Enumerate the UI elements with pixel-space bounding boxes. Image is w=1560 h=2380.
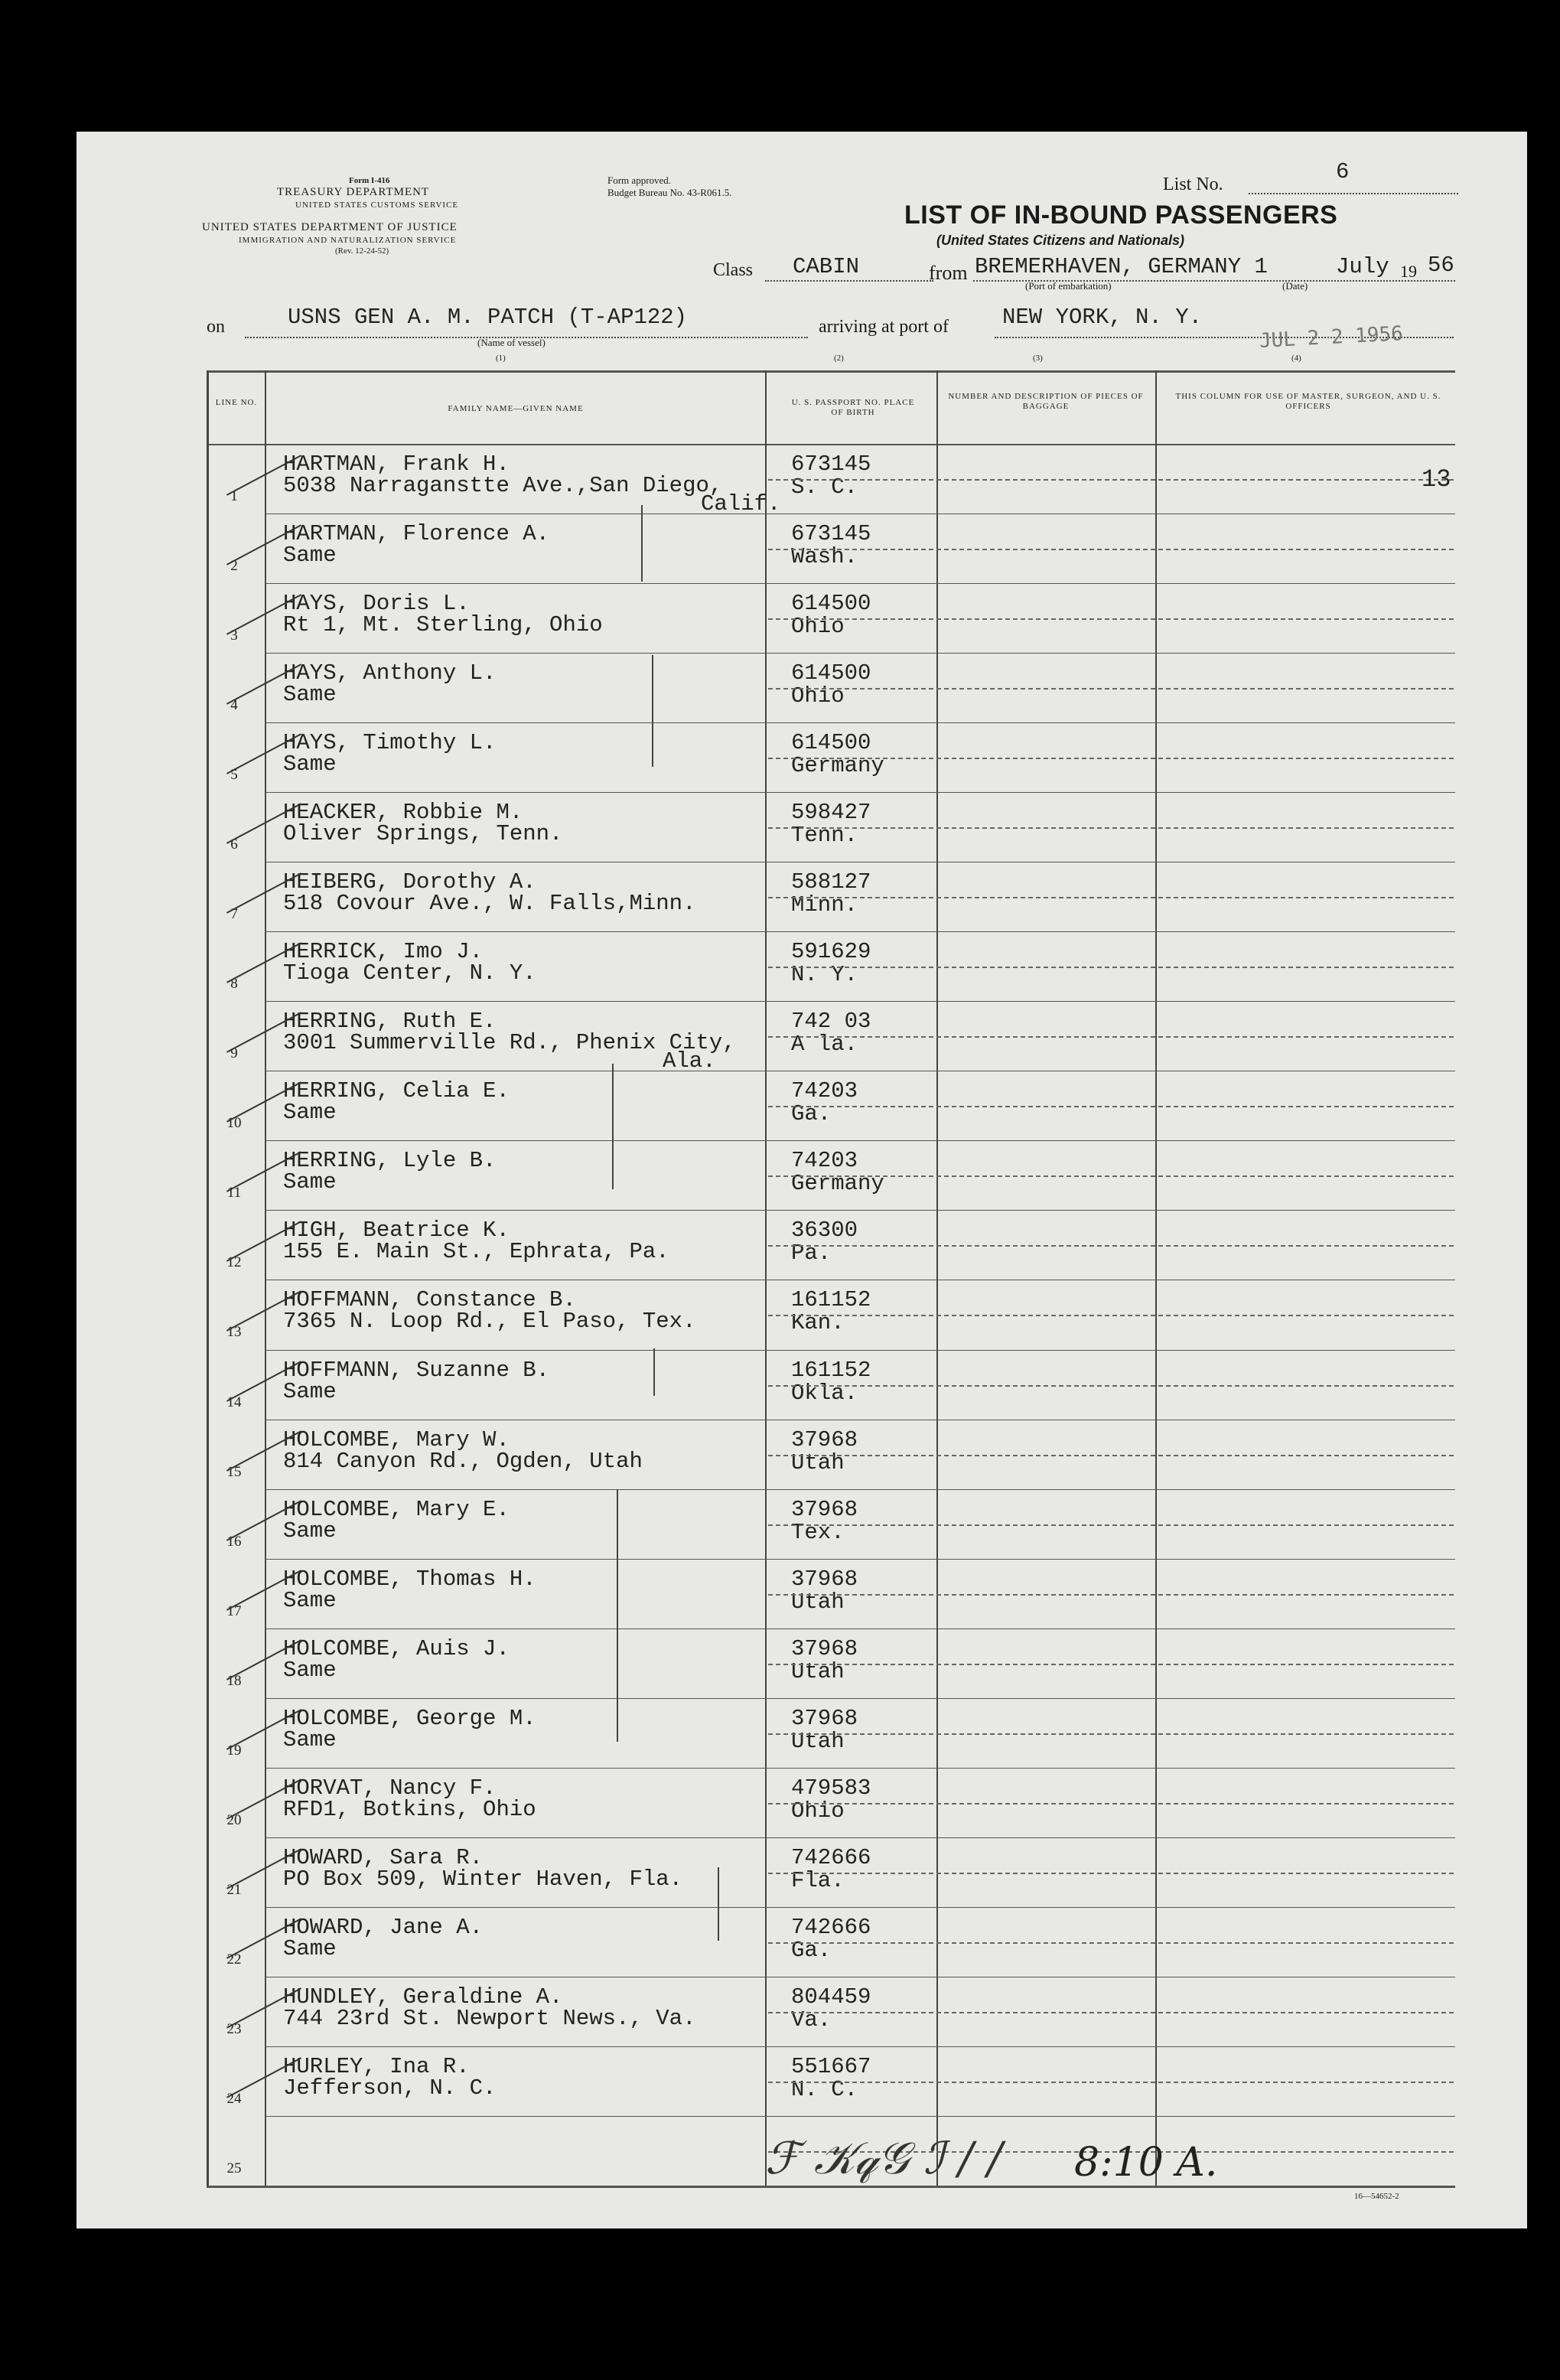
- header-officers: THIS COLUMN FOR USE OF MASTER, SURGEON, AND U. S. OFFICERS: [1175, 392, 1441, 411]
- place-of-birth: Kan.: [791, 1310, 845, 1336]
- place-of-birth: Fla.: [791, 1867, 845, 1893]
- place-of-birth: Utah: [791, 1449, 845, 1475]
- family-bracket: [652, 655, 653, 767]
- row-divider: [265, 1001, 1455, 1002]
- row-divider: [265, 1210, 1455, 1211]
- passport-number: 614500: [791, 730, 871, 756]
- handwritten-time: 8:10 A.: [1074, 2140, 1218, 2186]
- line-number: 4: [230, 697, 238, 714]
- row-midline: [768, 549, 1454, 550]
- arrival-date-stamp: JUL 2 2 1956: [1259, 322, 1404, 353]
- passport-number: 161152: [791, 1287, 871, 1313]
- line-number: 19: [226, 1742, 242, 1759]
- family-bracket: [617, 1489, 618, 1742]
- place-of-birth: Germany: [791, 753, 884, 779]
- passport-number: 588127: [791, 869, 871, 895]
- passenger-name: HOLCOMBE, Auis J.: [283, 1635, 510, 1661]
- column-number-3: (3): [1033, 354, 1043, 363]
- passport-number: 614500: [791, 660, 871, 686]
- class-value: CABIN: [793, 254, 860, 279]
- passenger-address-continued: Ala.: [663, 1048, 716, 1074]
- row-midline: [768, 618, 1454, 620]
- header-name: FAMILY NAME—GIVEN NAME: [448, 404, 584, 413]
- place-of-birth: Ga.: [791, 1101, 832, 1127]
- passport-number: 742666: [791, 1914, 871, 1940]
- passenger-name: HOWARD, Sara R.: [283, 1844, 484, 1870]
- row-midline: [768, 1315, 1454, 1316]
- col-divider-name: [765, 370, 767, 2186]
- row-midline: [768, 1385, 1454, 1387]
- column-number-4: (4): [1291, 354, 1301, 363]
- place-of-birth: Minn.: [791, 892, 858, 918]
- arriving-label: arriving at port of: [819, 317, 949, 337]
- row-divider: [265, 1559, 1455, 1560]
- passport-number: 37968: [791, 1705, 858, 1731]
- passenger-name: HERRING, Lyle B.: [283, 1148, 497, 1174]
- class-label: Class: [713, 260, 754, 280]
- passenger-name: HOLCOMBE, George M.: [283, 1705, 536, 1731]
- budget-bureau: Budget Bureau No. 43-R061.5.: [607, 187, 732, 198]
- passport-number: 479583: [791, 1775, 871, 1801]
- row-midline: [768, 479, 1454, 481]
- place-of-birth: Tenn.: [791, 823, 858, 849]
- passenger-name: HEIBERG, Dorothy A.: [283, 869, 536, 895]
- line-number: 14: [226, 1394, 242, 1410]
- on-label: on: [207, 317, 225, 337]
- vessel-value: USNS GEN A. M. PATCH (T-AP122): [288, 305, 688, 330]
- passenger-name: HIGH, Beatrice K.: [283, 1218, 510, 1244]
- row-divider: [265, 1907, 1455, 1908]
- class-line: [765, 280, 933, 282]
- row-divider: [265, 1140, 1455, 1141]
- row-midline: [768, 2082, 1454, 2083]
- place-of-birth: Ohio: [791, 614, 845, 640]
- passport-number: 614500: [791, 591, 871, 617]
- passenger-address: PO Box 509, Winter Haven, Fla.: [283, 1866, 683, 1892]
- arrival-port-value: NEW YORK, N. Y.: [1002, 305, 1203, 330]
- col-divider-passport: [936, 370, 938, 2186]
- passport-number: 37968: [791, 1426, 858, 1452]
- line-number: 15: [226, 1463, 242, 1480]
- row-midline: [768, 688, 1454, 690]
- row-midline: [768, 1803, 1454, 1805]
- passport-number: 37968: [791, 1496, 858, 1522]
- passenger-address: Same: [283, 1100, 337, 1126]
- row-divider: [265, 2116, 1455, 2117]
- passport-number: 742 03: [791, 1009, 871, 1035]
- passenger-name: HOLCOMBE, Mary E.: [283, 1496, 510, 1522]
- line-number: 24: [226, 2090, 242, 2107]
- header-line-no: LINE NO.: [215, 398, 258, 407]
- col-divider-baggage: [1155, 370, 1157, 2186]
- from-label: from: [929, 262, 968, 284]
- table-top-border: [207, 370, 1455, 373]
- passenger-address: 7365 N. Loop Rd., El Paso, Tex.: [283, 1309, 696, 1335]
- year-prefix: 19: [1400, 262, 1417, 281]
- row-midline: [768, 1455, 1454, 1456]
- line-number: 22: [226, 1951, 242, 1968]
- place-of-birth: Okla.: [791, 1380, 858, 1406]
- passport-number: 551667: [791, 2053, 871, 2079]
- passenger-name: HOFFMANN, Constance B.: [283, 1287, 576, 1313]
- row-midline: [768, 1594, 1454, 1596]
- passenger-address: Same: [283, 1378, 337, 1404]
- family-bracket: [612, 1064, 614, 1189]
- passport-number: 37968: [791, 1635, 858, 1661]
- row-divider: [265, 722, 1455, 723]
- passport-number: 673145: [791, 452, 871, 477]
- place-of-birth: N. C.: [791, 2076, 858, 2102]
- row-divider: [265, 653, 1455, 654]
- passport-number: 74203: [791, 1078, 858, 1104]
- list-no-value: 6: [1336, 159, 1350, 184]
- place-of-birth: Utah: [791, 1658, 845, 1684]
- passport-number: 591629: [791, 939, 871, 965]
- row-divider: [265, 583, 1455, 584]
- form-approved: Form approved.: [607, 174, 672, 186]
- place-of-birth: N. Y.: [791, 962, 858, 988]
- place-of-birth: Ohio: [791, 1798, 845, 1824]
- passenger-address: Same: [283, 1587, 337, 1613]
- line-number: 23: [226, 2020, 242, 2037]
- line-number: 20: [226, 1811, 242, 1828]
- passenger-name: HERRING, Celia E.: [283, 1078, 510, 1104]
- passenger-name: HOFFMANN, Suzanne B.: [283, 1357, 550, 1383]
- customs-service: UNITED STATES CUSTOMS SERVICE: [295, 201, 459, 210]
- passenger-address: RFD1, Botkins, Ohio: [283, 1796, 536, 1822]
- year-value: 56: [1428, 253, 1454, 278]
- date-caption: (Date): [1282, 280, 1308, 292]
- row-divider: [265, 513, 1455, 514]
- family-bracket: [718, 1867, 719, 1941]
- passenger-address: Same: [283, 1935, 337, 1961]
- margin-note: 13: [1422, 465, 1451, 494]
- row-divider: [265, 1768, 1455, 1769]
- place-of-birth: Ga.: [791, 1937, 832, 1963]
- passenger-address: 5038 Narraganstte Ave.,San Diego,: [283, 473, 723, 498]
- passenger-name: HAYS, Doris L.: [283, 591, 470, 617]
- passenger-name: HAYS, Timothy L.: [283, 730, 497, 756]
- passport-number: 742666: [791, 1844, 871, 1870]
- row-midline: [768, 1245, 1454, 1247]
- line-number: 1: [230, 488, 238, 504]
- line-number: 18: [226, 1672, 242, 1689]
- form-footer-code: 16—54652-2: [1354, 2192, 1399, 2201]
- passenger-address: 744 23rd St. Newport News., Va.: [283, 2005, 696, 2031]
- row-midline: [768, 1524, 1454, 1526]
- passenger-address: Same: [283, 1518, 337, 1544]
- row-midline: [768, 1036, 1454, 1038]
- row-midline: [768, 2012, 1454, 2013]
- line-number: 2: [230, 558, 238, 575]
- passenger-address: Same: [283, 1726, 337, 1752]
- ins-service: IMMIGRATION AND NATURALIZATION SERVICE: [239, 236, 457, 245]
- passport-number: 673145: [791, 521, 871, 547]
- row-midline: [768, 897, 1454, 898]
- passenger-address-continued: Calif.: [701, 491, 781, 517]
- passenger-address: Same: [283, 682, 337, 708]
- place-of-birth: Pa.: [791, 1241, 832, 1267]
- passenger-address: 155 E. Main St., Ephrata, Pa.: [283, 1239, 669, 1265]
- row-divider: [265, 931, 1455, 932]
- form-revision: (Rev. 12-24-52): [335, 246, 389, 256]
- column-number-1: (1): [496, 354, 506, 363]
- passenger-name: HUNDLEY, Geraldine A.: [283, 1984, 563, 2010]
- vessel-caption: (Name of vessel): [477, 337, 546, 348]
- passenger-name: HERRING, Ruth E.: [283, 1009, 497, 1035]
- line-number: 25: [226, 2160, 242, 2176]
- passenger-name: HARTMAN, Frank H.: [283, 452, 510, 477]
- list-no-label: List No.: [1163, 174, 1223, 194]
- row-divider: [265, 1837, 1455, 1838]
- passenger-address: Jefferson, N. C.: [283, 2075, 497, 2101]
- passenger-address: Same: [283, 1169, 337, 1195]
- passenger-address: Oliver Springs, Tenn.: [283, 821, 563, 847]
- table-header-border: [207, 444, 1455, 445]
- place-of-birth: Tex.: [791, 1519, 845, 1545]
- passenger-name: HURLEY, Ina R.: [283, 2053, 470, 2079]
- passport-number: 598427: [791, 800, 871, 826]
- list-no-line: [1249, 193, 1458, 194]
- passenger-address: 814 Canyon Rd., Ogden, Utah: [283, 1448, 643, 1474]
- page-title: LIST OF IN-BOUND PASSENGERS: [904, 201, 1338, 230]
- passport-number: 161152: [791, 1357, 871, 1383]
- passenger-name: HARTMAN, Florence A.: [283, 521, 550, 547]
- line-number: 5: [230, 767, 238, 784]
- form-number: Form I-416: [349, 176, 390, 185]
- line-number: 12: [226, 1254, 242, 1271]
- passport-number: 37968: [791, 1566, 858, 1592]
- passenger-name: HOLCOMBE, Mary W.: [283, 1426, 510, 1452]
- handwritten-signature: ℱ 𝒦𝓆𝒢 ℐ / /: [765, 2132, 1003, 2184]
- passenger-name: HERRICK, Imo J.: [283, 939, 484, 965]
- header-passport: U. S. PASSPORT NO. PLACE OF BIRTH: [791, 398, 915, 417]
- header-baggage: NUMBER AND DESCRIPTION OF PIECES OF BAGGAGE: [948, 392, 1144, 411]
- row-divider: [265, 2046, 1455, 2047]
- column-number-2: (2): [834, 354, 844, 363]
- row-midline: [768, 967, 1454, 968]
- place-of-birth: Va.: [791, 2007, 832, 2033]
- row-midline: [768, 1733, 1454, 1735]
- row-midline: [768, 1873, 1454, 1874]
- place-of-birth: Wash.: [791, 544, 858, 570]
- passenger-address: Same: [283, 1657, 337, 1683]
- row-midline: [768, 1175, 1454, 1177]
- place-of-birth: A la.: [791, 1032, 858, 1058]
- line-number: 11: [226, 1185, 242, 1201]
- place-of-birth: S. C.: [791, 474, 858, 500]
- place-of-birth: Germany: [791, 1171, 884, 1197]
- passenger-address: Tioga Center, N. Y.: [283, 960, 536, 986]
- passenger-name: HOLCOMBE, Thomas H.: [283, 1566, 536, 1592]
- place-of-birth: Utah: [791, 1589, 845, 1615]
- passenger-address: Same: [283, 543, 337, 569]
- passenger-name: HORVAT, Nancy F.: [283, 1775, 497, 1801]
- department-of-justice: UNITED STATES DEPARTMENT OF JUSTICE: [202, 221, 458, 233]
- place-of-birth: Utah: [791, 1728, 845, 1754]
- line-number: 6: [230, 836, 238, 853]
- passenger-name: HEACKER, Robbie M.: [283, 800, 523, 826]
- row-divider: [265, 1489, 1455, 1490]
- row-midline: [768, 1664, 1454, 1665]
- row-midline: [768, 1106, 1454, 1107]
- passenger-name: HAYS, Anthony L.: [283, 660, 497, 686]
- row-midline: [768, 758, 1454, 759]
- line-number: 17: [226, 1602, 242, 1619]
- line-number: 10: [226, 1115, 242, 1132]
- family-bracket: [641, 505, 643, 582]
- table-left-border: [207, 370, 209, 2186]
- line-number: 3: [230, 628, 238, 644]
- line-number: 21: [226, 1881, 242, 1898]
- port-embarkation-value: BREMERHAVEN, GERMANY 1: [975, 254, 1268, 279]
- line-number: 8: [230, 976, 238, 993]
- treasury-department: TREASURY DEPARTMENT: [277, 186, 430, 198]
- passport-number: 804459: [791, 1984, 871, 2010]
- row-midline: [768, 827, 1454, 829]
- passenger-address: Same: [283, 751, 337, 778]
- col-divider-line-no: [265, 370, 266, 2186]
- family-bracket: [653, 1348, 655, 1396]
- page-subtitle: (United States Citizens and Nationals): [936, 233, 1185, 248]
- passport-number: 74203: [791, 1148, 858, 1174]
- row-divider: [265, 1698, 1455, 1699]
- passenger-address: Rt 1, Mt. Sterling, Ohio: [283, 612, 603, 638]
- date-month-value: July: [1336, 254, 1389, 279]
- passport-number: 36300: [791, 1218, 858, 1244]
- port-embarkation-caption: (Port of embarkation): [1025, 280, 1112, 292]
- line-number: 9: [230, 1045, 238, 1062]
- line-number: 7: [230, 906, 238, 923]
- place-of-birth: Ohio: [791, 683, 845, 709]
- row-midline: [768, 1942, 1454, 1944]
- passenger-address: 3001 Summerville Rd., Phenix City,: [283, 1030, 736, 1056]
- line-number: 13: [226, 1324, 242, 1341]
- row-divider: [265, 1350, 1455, 1351]
- passenger-address: 518 Covour Ave., W. Falls,Minn.: [283, 891, 696, 917]
- line-number: 16: [226, 1533, 242, 1550]
- row-divider: [265, 792, 1455, 793]
- passenger-name: HOWARD, Jane A.: [283, 1914, 484, 1940]
